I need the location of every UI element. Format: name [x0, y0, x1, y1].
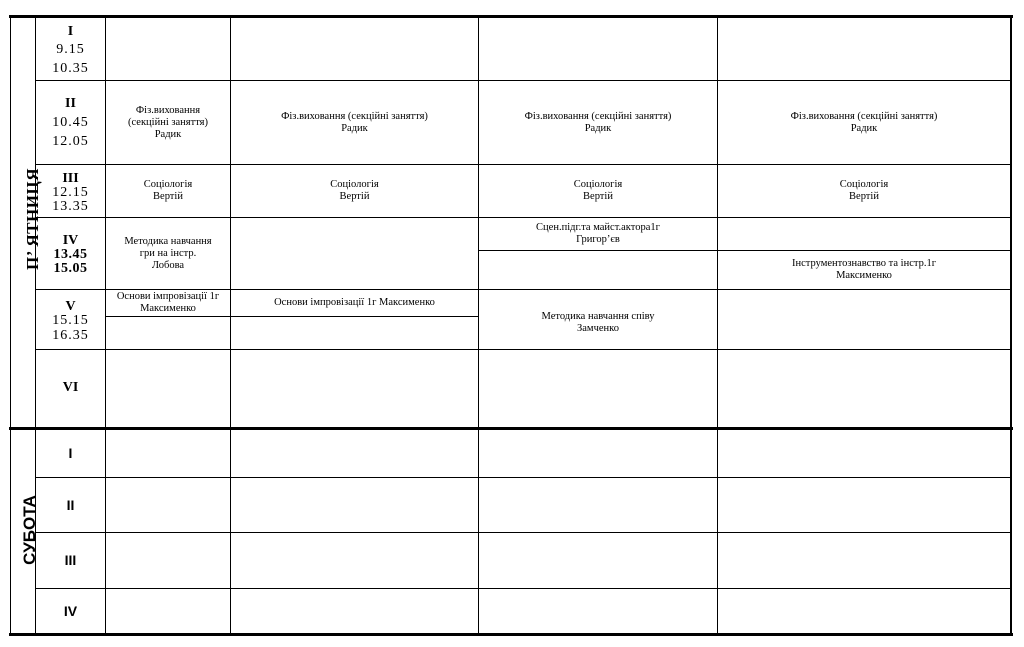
lesson-teacher: Радик	[584, 122, 612, 134]
period-end: 12.05	[52, 134, 89, 149]
period-end: 15.05	[53, 261, 88, 276]
lesson-subject: (секційні заняття)	[128, 116, 208, 128]
period-start: 15.15	[52, 313, 89, 328]
lesson-teacher: Замченко	[577, 322, 619, 334]
lesson-teacher: Радик	[154, 128, 182, 140]
lesson-subject: Методика навчання співу	[541, 310, 655, 322]
subrow-border	[230, 316, 478, 317]
period-number: I	[68, 445, 73, 461]
period-number: III	[64, 552, 77, 568]
lesson-subject: Основи імпровізації 1г Максименко	[274, 297, 435, 308]
period-start: 12.15	[52, 185, 89, 200]
period-number: IV	[62, 233, 79, 248]
lesson-cell	[479, 218, 717, 250]
lesson-subject: Основи імпровізації 1г	[116, 291, 220, 302]
lesson-teacher: Григор’єв	[576, 234, 620, 245]
lesson-cell	[479, 81, 717, 164]
lesson-cell	[106, 218, 230, 289]
lesson-cell	[718, 165, 1010, 217]
row-border	[35, 588, 1011, 589]
period-number: II	[66, 497, 75, 513]
period-start: 10.45	[52, 115, 89, 130]
lesson-cell	[231, 165, 478, 217]
lesson-subject: Інструментознавство та інстр.1г	[791, 258, 937, 269]
lesson-cell	[106, 290, 230, 316]
lesson-cell	[718, 251, 1010, 289]
lesson-cell	[479, 165, 717, 217]
lesson-subject: Методика навчання	[124, 235, 212, 247]
lesson-subject: Фіз.виховання (секційні заняття)	[524, 110, 672, 122]
lesson-subject: Соціологія	[573, 179, 623, 190]
period-number: I	[67, 24, 74, 39]
lesson-subject: Соціологія	[839, 179, 889, 190]
row-border	[35, 532, 1011, 533]
period-end: 13.35	[52, 199, 89, 214]
lesson-teacher: Максименко	[140, 303, 196, 314]
lesson-cell	[106, 165, 230, 217]
lesson-cell	[718, 81, 1010, 164]
day-label-friday: П’ ЯТНИЦЯ	[23, 168, 42, 270]
day-label-saturday: СУБОТА	[20, 495, 39, 565]
lesson-subject: гри на інстр.	[139, 247, 197, 259]
lesson-subject: Соціологія	[143, 179, 193, 190]
lesson-teacher: Вертій	[153, 191, 183, 202]
period-number: V	[65, 299, 76, 314]
period-number: VI	[62, 380, 79, 395]
day-separator	[9, 427, 1013, 430]
lesson-subject: Фіз.виховання (секційні заняття)	[281, 110, 428, 122]
period-end: 16.35	[52, 328, 89, 343]
lesson-subject: Соціологія	[330, 179, 379, 190]
table-left-border	[10, 16, 11, 635]
lesson-subject: Сцен.підг.та майст.актора1г	[536, 222, 660, 233]
lesson-teacher: Лобова	[151, 259, 185, 271]
period-start: 13.45	[53, 247, 88, 262]
period-number: III	[62, 171, 79, 186]
table-top-border	[9, 15, 1013, 18]
lesson-cell	[231, 81, 478, 164]
table-right-border	[1010, 16, 1012, 635]
row-border	[35, 349, 1011, 350]
period-number: IV	[63, 603, 78, 619]
lesson-teacher: Вертій	[583, 191, 613, 202]
lesson-teacher: Радик	[341, 122, 368, 134]
lesson-teacher: Вертій	[339, 191, 370, 202]
lesson-teacher: Радик	[850, 122, 878, 134]
subrow-border	[105, 316, 230, 317]
lesson-subject: Фіз.виховання	[135, 104, 201, 116]
lesson-cell	[106, 81, 230, 164]
row-border	[35, 477, 1011, 478]
lesson-cell	[479, 296, 717, 349]
period-end: 10.35	[52, 61, 89, 76]
lesson-teacher: Максименко	[836, 270, 892, 281]
period-start: 9.15	[56, 42, 85, 57]
table-bottom-border	[9, 633, 1013, 636]
lesson-subject: Фіз.виховання (секційні заняття)	[790, 110, 938, 122]
lesson-cell	[231, 290, 478, 316]
lesson-teacher: Вертій	[849, 191, 879, 202]
period-number: II	[65, 96, 76, 111]
